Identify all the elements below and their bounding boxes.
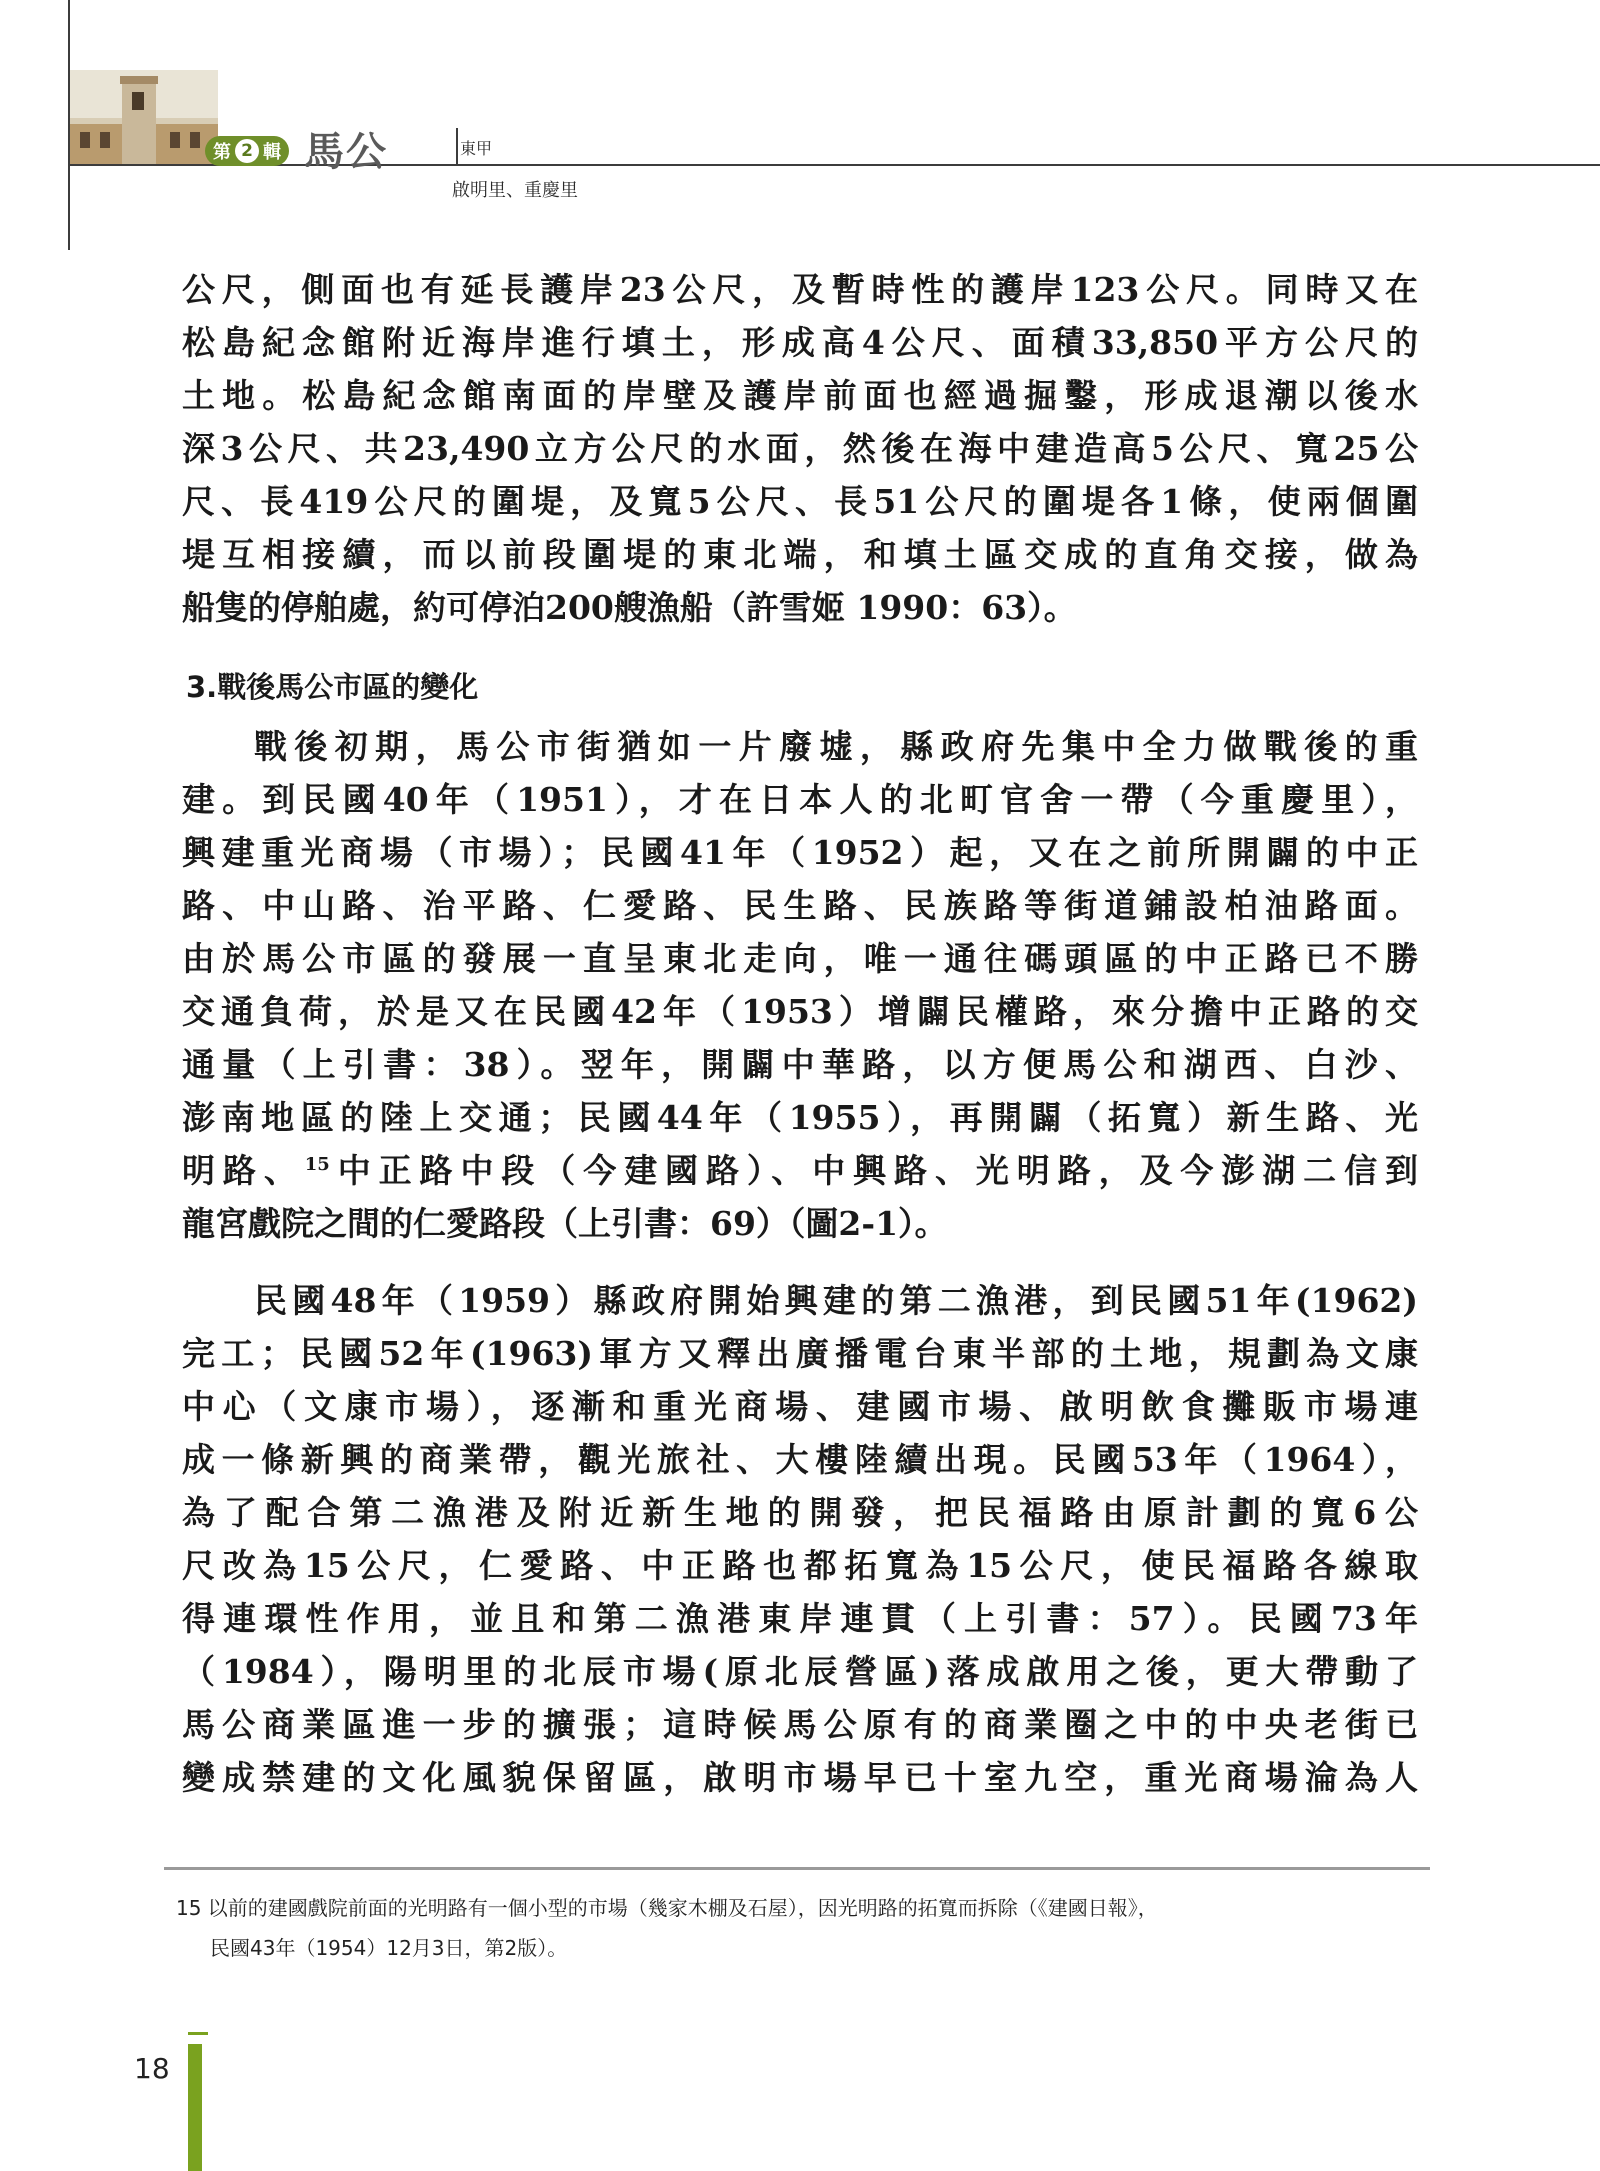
text-line: 馬公商業區進一步的擴張；這時候馬公原有的商業圈之中的中央老街已 [182,1705,1418,1744]
text-line: 得連環性作用，並且和第二漁港東岸連貫（上引書：57）。民國73年 [182,1599,1418,1638]
text-line: 完工；民國52年(1963)軍方又釋出廣播電台東半部的土地，規劃為文康 [182,1334,1418,1373]
book-title: 馬公 [304,128,388,175]
text-line: 松島紀念館附近海岸進行填土，形成高4公尺、面積33,850平方公尺的 [182,323,1418,362]
footnote-rule [164,1867,1430,1870]
paragraph-1 [182,263,1418,634]
paragraph-2 [182,720,1418,1250]
book-subtitle: 東甲 [460,139,493,158]
text-line: 興建重光商場（市場）；民國41年（1952）起，又在之前所開闢的中正 [182,833,1418,872]
chapter-prefix: 第 [213,142,231,163]
text-line: 船隻的停舶處，約可停泊200艘漁船（許雪姬 1990：63）。 [182,588,1077,627]
page-accent-bar [188,2044,202,2171]
text-line: 由於馬公市區的發展一直呈東北走向，唯一通往碼頭區的中正路已不勝 [182,939,1418,978]
paragraph-3 [182,1274,1418,1804]
chapter-pill [205,136,289,166]
footnote-line: 民國43年（1954）12月3日，第2版）。 [210,1936,568,1960]
text-line: 通量（上引書：38）。翌年，開闢中華路，以方便馬公和湖西、白沙、 [182,1045,1418,1084]
header-location: 啟明里、重慶里 [452,180,578,201]
chapter-badge [205,136,289,166]
text-line: 尺、長419公尺的圍堤，及寬5公尺、長51公尺的圍堤各1條，使兩個圍 [182,482,1418,521]
text-line: （1984），陽明里的北辰市場(原北辰營區)落成啟用之後，更大帶動了 [182,1652,1418,1691]
footnote-15 [176,1888,1416,1968]
page-number: 18 [134,2052,170,2085]
text-line: 堤互相接續，而以前段圍堤的東北端，和填土區交成的直角交接，做為 [182,535,1418,574]
chapter-number: 2 [235,139,259,163]
text-line: 戰後初期，馬公市街猶如一片廢墟，縣政府先集中全力做戰後的重 [254,727,1418,766]
header-divider [456,128,458,164]
text-line: 中心（文康市場），逐漸和重光商場、建國市場、啟明飲食攤販市場連 [182,1387,1418,1426]
text-line: 龍宮戲院之間的仁愛路段（上引書：69）（圖2-1）。 [182,1204,948,1243]
text-line: 建。到民國40年（1951），才在日本人的北町官舍一帶（今重慶里）， [182,780,1418,819]
chapter-suffix: 輯 [263,142,281,163]
footnote-line: 15 以前的建國戲院前面的光明路有一個小型的市場（幾家木棚及石屋），因光明路的拓寬而拆除（《建國日報》， [176,1896,1158,1920]
header-building-photo [70,70,218,164]
text-line: 尺改為15公尺，仁愛路、中正路也都拓寬為15公尺，使民福路各線取 [182,1546,1418,1585]
text-line: 為了配合第二漁港及附近新生地的開發，把民福路由原計劃的寬6公 [182,1493,1418,1532]
footnote-ref-15[interactable]: 15 [304,1154,330,1175]
page-accent-tick [188,2032,208,2035]
text-segment: 明路、 [182,1151,305,1190]
text-line: 交通負荷，於是又在民國42年（1953）增闢民權路，來分擔中正路的交 [182,992,1418,1031]
main-text [182,263,1418,1804]
text-line: 澎南地區的陸上交通；民國44年（1955），再開闢（拓寬）新生路、光 [182,1098,1418,1137]
text-line: 公尺，側面也有延長護岸23公尺，及暫時性的護岸123公尺。同時又在 [182,270,1418,309]
text-line: 路、中山路、治平路、仁愛路、民生路、民族路等街道鋪設柏油路面。 [182,886,1418,925]
text-line: 民國48年（1959）縣政府開始興建的第二漁港，到民國51年(1962) [254,1281,1418,1320]
text-line: 土地。松島紀念館南面的岸壁及護岸前面也經過掘鑿，形成退潮以後水 [182,376,1418,415]
section-heading: 3.戰後馬公市區的變化 [186,670,479,704]
text-line: 深3公尺、共23,490立方公尺的水面，然後在海中建造高5公尺、寬25公 [182,429,1418,468]
text-line: 成一條新興的商業帶，觀光旅社、大樓陸續出現。民國53年（1964）， [182,1440,1418,1479]
text-line-with-footnote [182,1144,1418,1197]
text-segment: 中正路中段（今建國路）、中興路、光明路，及今澎湖二信到 [329,1151,1419,1190]
header-horizontal-rule [68,164,1600,166]
text-line: 變成禁建的文化風貌保留區，啟明市場早已十室九空，重光商場淪為人 [182,1758,1418,1797]
